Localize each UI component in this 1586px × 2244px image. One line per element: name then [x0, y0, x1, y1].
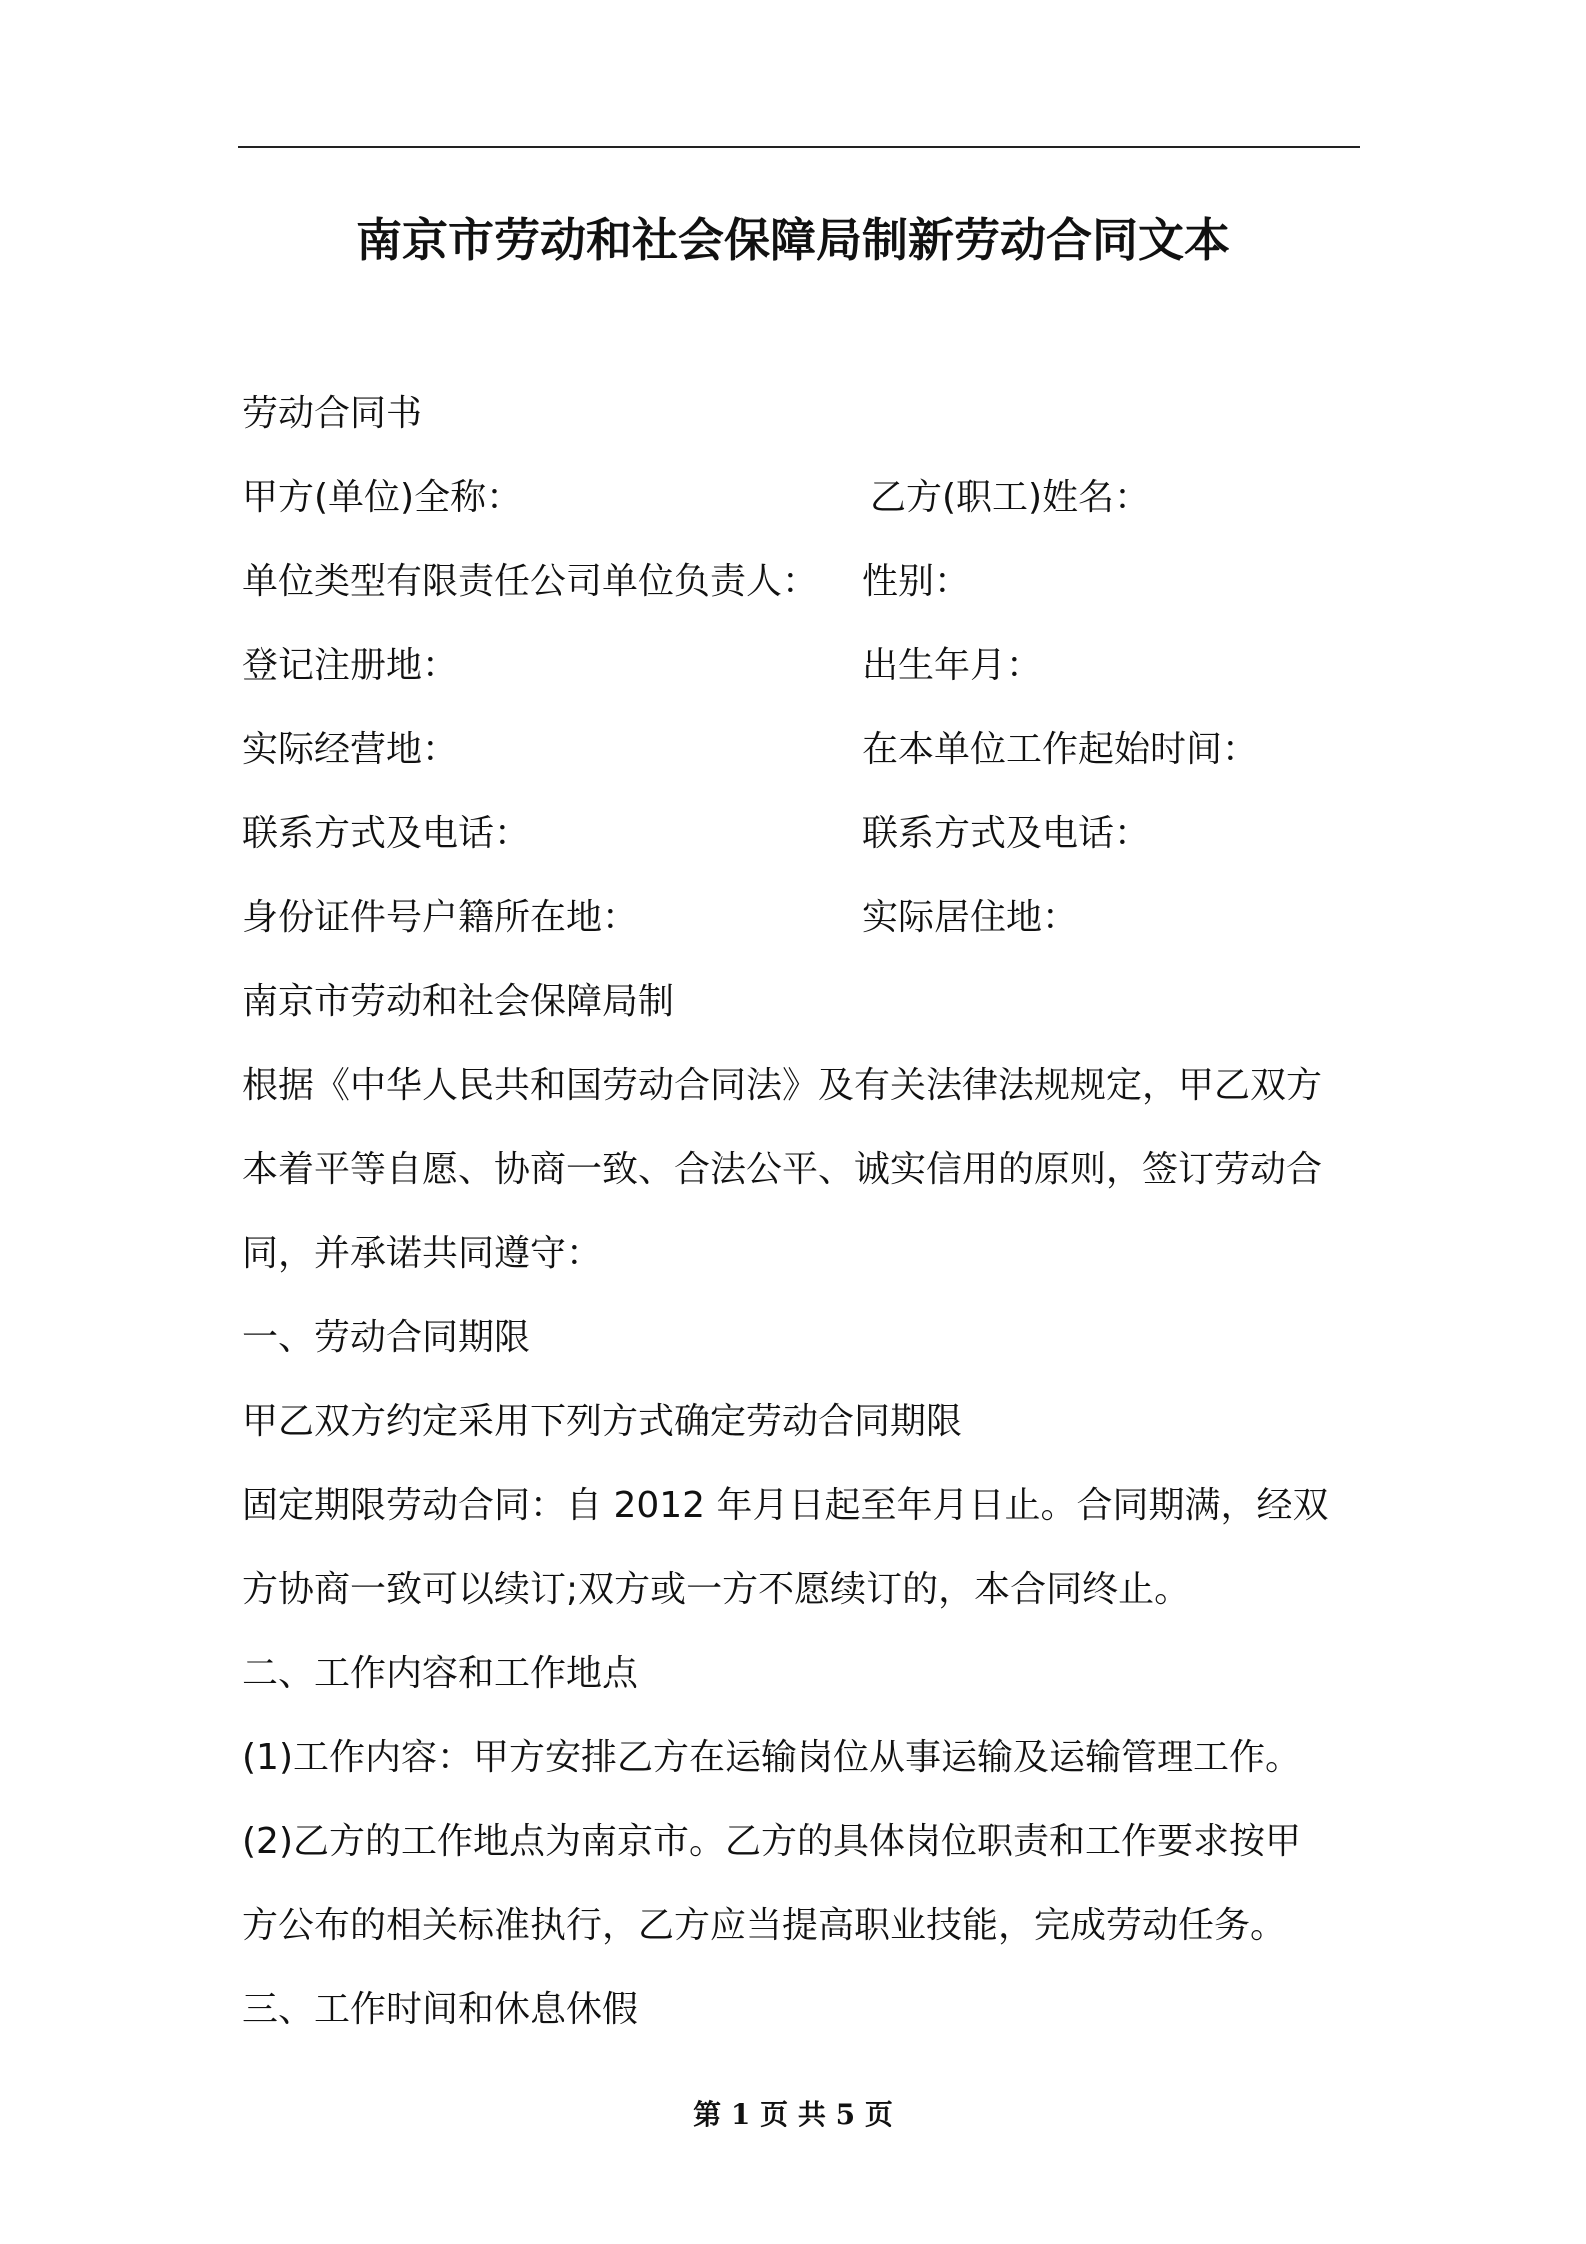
actual-residence-label: 实际居住地： [862, 897, 1079, 938]
document-title: 南京市劳动和社会保障局制新劳动合同文本 [356, 213, 1230, 267]
preamble-line: 根据《中华人民共和国劳动合同法》及有关法律法规规定，甲乙双方 [242, 1065, 1323, 1106]
page-number: 第 1 页 共 5 页 [693, 2098, 893, 2131]
id-residence-label: 身份证件号户籍所在地： [242, 897, 639, 938]
paragraph-line: (2)乙方的工作地点为南京市。乙方的具体岗位职责和工作要求按甲 [242, 1821, 1301, 1862]
party-field-row [242, 792, 1362, 876]
header-rule [238, 146, 1360, 148]
party-field-row [242, 540, 1362, 624]
party-field-row [242, 456, 1362, 540]
party-field-row [242, 876, 1362, 960]
start-date-label: 在本单位工作起始时间： [862, 729, 1259, 770]
section-heading: 三、工作时间和休息休假 [242, 1989, 639, 2030]
party-field-row [242, 708, 1362, 792]
preamble-line: 同，并承诺共同遵守： [242, 1233, 603, 1274]
issuer-line: 南京市劳动和社会保障局制 [242, 981, 675, 1022]
party-a-name-label: 甲方(单位)全称： [242, 477, 523, 518]
gender-label: 性别： [862, 561, 971, 602]
paragraph-line: (1)工作内容：甲方安排乙方在运输岗位从事运输及运输管理工作。 [242, 1737, 1301, 1778]
document-body [242, 372, 1362, 2052]
paragraph-line: 方协商一致可以续订;双方或一方不愿续订的，本合同终止。 [242, 1569, 1191, 1610]
section-heading: 二、工作内容和工作地点 [242, 1653, 639, 1694]
business-address-label: 实际经营地： [242, 729, 459, 770]
paragraph-line: 固定期限劳动合同：自 2012 年月日起至年月日止。合同期满，经双 [242, 1485, 1329, 1526]
party-a-contact-label: 联系方式及电话： [242, 813, 531, 854]
party-b-contact-label: 联系方式及电话： [862, 813, 1151, 854]
preamble-line: 本着平等自愿、协商一致、合法公平、诚实信用的原则，签订劳动合 [242, 1149, 1323, 1190]
registered-address-label: 登记注册地： [242, 645, 459, 686]
party-b-name-label: 乙方(职工)姓名： [870, 477, 1151, 518]
birth-date-label: 出生年月： [862, 645, 1043, 686]
section-heading: 一、劳动合同期限 [242, 1317, 531, 1358]
unit-type-label: 单位类型有限责任公司单位负责人： [242, 561, 819, 602]
party-field-row [242, 624, 1362, 708]
paragraph-line: 甲乙双方约定采用下列方式确定劳动合同期限 [242, 1401, 963, 1442]
contract-heading: 劳动合同书 [242, 393, 423, 434]
paragraph-line: 方公布的相关标准执行，乙方应当提高职业技能，完成劳动任务。 [242, 1905, 1287, 1946]
